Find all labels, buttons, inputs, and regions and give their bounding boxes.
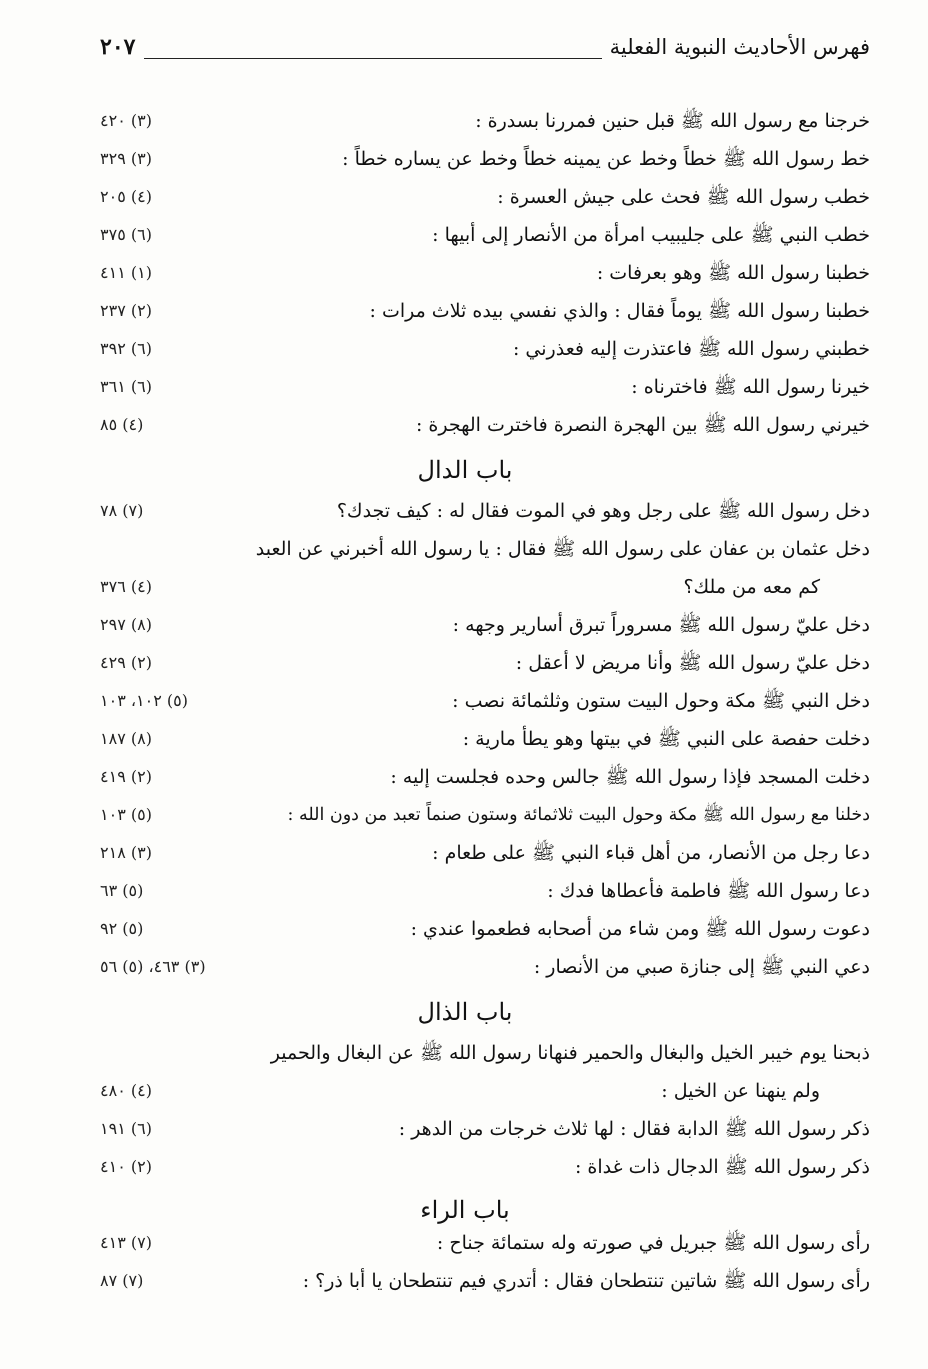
hadith-ref: (٢) ٤٢٩ [100, 653, 152, 672]
hadith-text: رأى رسول الله ﷺ شاتين تنتطحان فقال : أتدري فيم تنتطحان يا أبا ذر؟ : [302, 1270, 870, 1292]
hadith-text: ذكر رسول الله ﷺ الدجال ذات غداة : [574, 1156, 870, 1178]
hadith-text: دخل عثمان بن عفان على رسول الله ﷺ فقال : يا رسول الله أخبرني عن العبد [255, 538, 870, 560]
hadith-ref: (٨) ٢٩٧ [100, 615, 152, 634]
hadith-text: دخل رسول الله ﷺ على رجل وهو في الموت فقال له : كيف تجدك؟ [336, 500, 870, 522]
page-header [100, 30, 870, 64]
hadith-text: خطبنا رسول الله ﷺ وهو بعرفات : [596, 262, 870, 284]
hadith-ref: (٢) ٤١٠ [100, 1157, 152, 1176]
hadith-ref: (٥) ١٠٢، ١٠٣ [100, 691, 188, 710]
hadith-ref: (٣) ٣٢٩ [100, 149, 152, 168]
section-heading-label: باب الراء [420, 1196, 510, 1224]
hadith-ref: (٥) ٦٣ [100, 881, 144, 900]
hadith-ref: (٤) ٣٧٦ [100, 577, 152, 596]
hadith-text: ذكر رسول الله ﷺ الدابة فقال : لها ثلاث خرجات من الدهر : [398, 1118, 870, 1140]
hadith-text: دعا رسول الله ﷺ فاطمة فأعطاها فدك : [547, 880, 870, 902]
hadith-ref: (٤) ٤٨٠ [100, 1081, 152, 1100]
hadith-ref: (٨) ١٨٧ [100, 729, 152, 748]
hadith-text: دعي النبي ﷺ إلى جنازة صبي من الأنصار : [533, 956, 870, 978]
hadith-ref: (٣) ٢١٨ [100, 843, 152, 862]
section-heading-label: باب الذال [417, 998, 513, 1026]
hadith-text: خط رسول الله ﷺ خطاً وخط عن يمينه خطاً وخط عن يساره خطاً : [342, 148, 870, 170]
hadith-text: خطبني رسول الله ﷺ فاعتذرت إليه فعذرني : [512, 338, 870, 360]
hadith-text: دخل عليّ رسول الله ﷺ وأنا مريض لا أعقل : [515, 652, 870, 674]
section-heading-label: باب الدال [417, 456, 513, 484]
hadith-ref: (٣) ٤٢٠ [100, 111, 152, 130]
hadith-text: خيرنا رسول الله ﷺ فاخترناه : [631, 376, 870, 398]
hadith-ref: (٢) ٤١٩ [100, 767, 152, 786]
hadith-ref: (٦) ٣٧٥ [100, 225, 152, 244]
page-number: ٢٠٧ [100, 30, 141, 64]
hadith-text-continued: كم معه من ملك؟ [683, 576, 820, 598]
hadith-text: خطبنا رسول الله ﷺ يوماً فقال : والذي نفسي بيده ثلاث مرات : [369, 300, 870, 322]
hadith-ref: (٣) ٤٦٣، (٥) ٥٦ [100, 957, 206, 976]
hadith-text: دخلت المسجد فإذا رسول الله ﷺ جالس وحده فجلست إليه : [390, 766, 870, 788]
hadith-ref: (٥) ٩٢ [100, 919, 144, 938]
hadith-ref: (٦) ٣٦١ [100, 377, 152, 396]
hadith-text: ذبحنا يوم خيبر الخيل والبغال والحمير فنهانا رسول الله ﷺ عن البغال والحمير [270, 1042, 870, 1064]
hadith-ref: (٧) ٧٨ [100, 501, 144, 520]
hadith-text: خيرني رسول الله ﷺ بين الهجرة النصرة فاخترت الهجرة : [415, 414, 870, 436]
hadith-text: رأى رسول الله ﷺ جبريل في صورته وله ستمائة جناح : [436, 1232, 870, 1254]
hadith-text: دعا رجل من الأنصار، من أهل قباء النبي ﷺ على طعام : [432, 842, 870, 864]
hadith-text: دخلنا مع رسول الله ﷺ مكة وحول البيت ثلاثمائة وستون صنماً تعبد من دون الله : [287, 805, 870, 825]
running-title: فهرس الأحاديث النبوية الفعلية [602, 30, 870, 64]
hadith-ref: (٧) ٤١٣ [100, 1233, 152, 1252]
hadith-ref: (٢) ٢٣٧ [100, 301, 152, 320]
hadith-text: دخل النبي ﷺ مكة وحول البيت ستون وثلثمائة نصب : [452, 690, 870, 712]
hadith-text: دخلت حفصة على النبي ﷺ في بيتها وهو يطأ مارية : [462, 728, 870, 750]
hadith-text-continued: ولم ينهنا عن الخيل : [661, 1080, 820, 1102]
hadith-ref: (٦) ١٩١ [100, 1119, 152, 1138]
hadith-ref: (٤) ٢٠٥ [100, 187, 152, 206]
hadith-ref: (٦) ٣٩٢ [100, 339, 152, 358]
hadith-ref: (٥) ١٠٣ [100, 805, 152, 824]
hadith-ref: (٧) ٨٧ [100, 1271, 144, 1290]
hadith-text: دخل عليّ رسول الله ﷺ مسروراً تبرق أسارير وجهه : [452, 614, 870, 636]
hadith-text: خطب النبي ﷺ على جليبيب امرأة من الأنصار إلى أبيها : [432, 224, 870, 246]
hadith-ref: (٤) ٨٥ [100, 415, 144, 434]
hadith-text: خرجنا مع رسول الله ﷺ قبل حنين فمررنا بسدرة : [475, 110, 870, 132]
hadith-text: دعوت رسول الله ﷺ ومن شاء من أصحابه فطعموا عندي : [410, 918, 870, 940]
hadith-text: خطب رسول الله ﷺ فحث على جيش العسرة : [497, 186, 870, 208]
hadith-ref: (١) ٤١١ [100, 263, 152, 282]
